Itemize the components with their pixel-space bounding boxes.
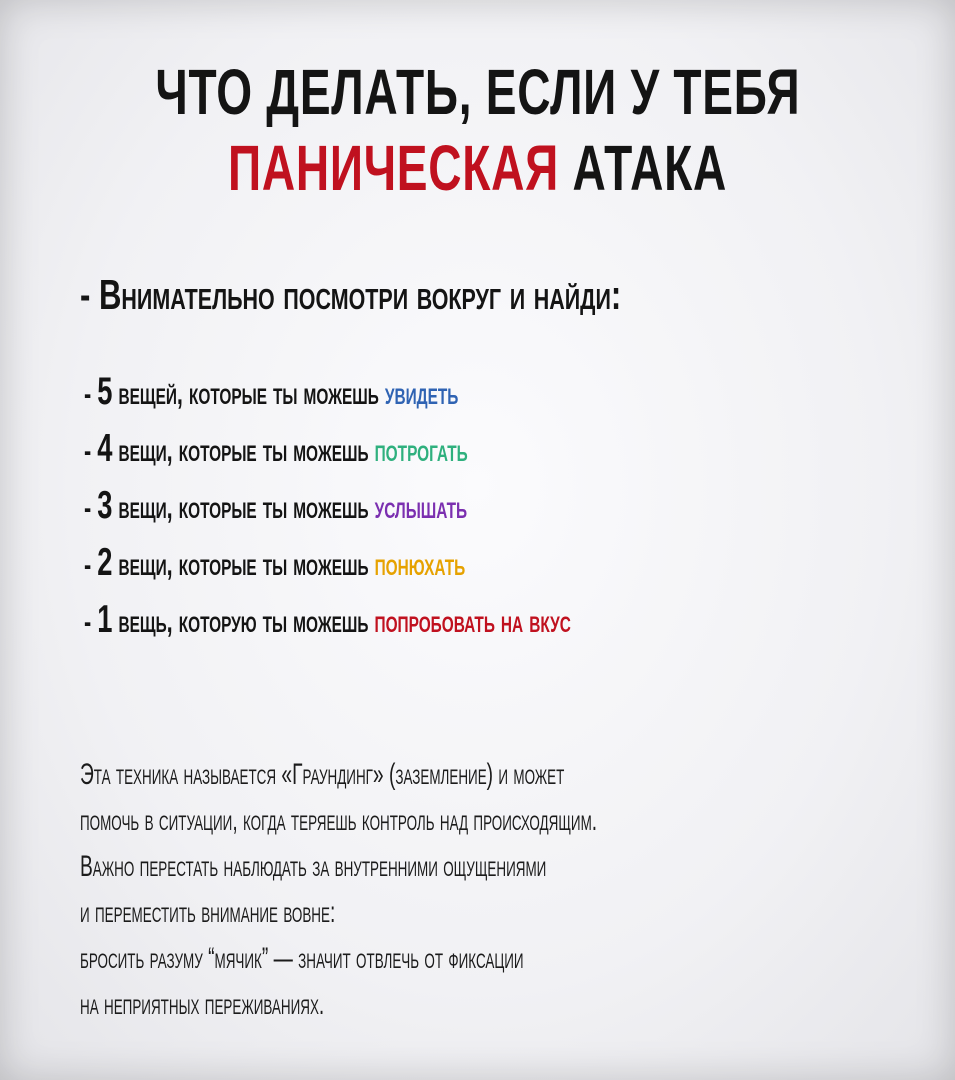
list-item-number: 5 — [97, 370, 113, 413]
lead-instruction — [80, 270, 811, 320]
lead-instruction-text: - Внимательно посмотри вокруг и найди: — [80, 271, 622, 318]
list-item-sense: услышать — [374, 490, 468, 525]
title-line-2 — [0, 132, 955, 204]
list-item-text: вещь, которую ты можешь — [112, 604, 375, 639]
list-item — [84, 534, 779, 591]
list-item-number: 2 — [97, 541, 113, 584]
list-item-sense: попробовать на вкус — [374, 604, 571, 639]
list-item-text: вещи, которые ты можешь — [112, 433, 375, 468]
title-accent-word: ПАНИЧЕСКАЯ — [228, 132, 559, 204]
list-item-number: 3 — [97, 484, 113, 527]
explanation-line — [80, 982, 888, 1028]
explanation-line — [80, 798, 888, 844]
explanation-paragraph — [80, 752, 888, 1028]
list-item — [84, 477, 779, 534]
list-item-number: 1 — [97, 598, 113, 641]
senses-list — [84, 363, 779, 648]
explanation-line — [80, 844, 888, 890]
list-item — [84, 420, 779, 477]
list-item-dash: - — [84, 547, 98, 582]
explanation-line-text: Важно перестать наблюдать за внутренними ощущениями — [80, 850, 547, 883]
list-item-sense: понюхать — [374, 547, 466, 582]
explanation-line-text: и переместить внимание вовне: — [80, 896, 336, 929]
list-item — [84, 363, 779, 420]
list-item-text: вещи, которые ты можешь — [112, 490, 375, 525]
list-item-dash: - — [84, 604, 98, 639]
explanation-line — [80, 752, 888, 798]
list-item-number: 4 — [97, 427, 113, 470]
title-line-2-rest: АТАКА — [558, 132, 727, 204]
list-item — [84, 591, 779, 648]
list-item-sense: увидеть — [384, 376, 459, 411]
list-item-dash: - — [84, 433, 98, 468]
explanation-line-text: помочь в ситуации, когда теряешь контроль над происходящим. — [80, 804, 598, 837]
list-item-text: вещей, которые ты можешь — [112, 376, 385, 411]
list-item-sense: потрогать — [374, 433, 468, 468]
list-item-dash: - — [84, 376, 98, 411]
title-line-1 — [0, 56, 955, 128]
explanation-line — [80, 936, 888, 982]
title-line-1-text: ЧТО ДЕЛАТЬ, ЕСЛИ У ТЕБЯ — [155, 56, 800, 128]
list-item-dash: - — [84, 490, 98, 525]
explanation-line — [80, 890, 888, 936]
explanation-line-text: на неприятных переживаниях. — [80, 988, 325, 1021]
list-item-text: вещи, которые ты можешь — [112, 547, 375, 582]
explanation-line-text: Эта техника называется «Граундинг» (заземление) и может — [80, 758, 565, 791]
explanation-line-text: бросить разуму “мячик” — значит отвлечь от фиксации — [80, 942, 524, 975]
